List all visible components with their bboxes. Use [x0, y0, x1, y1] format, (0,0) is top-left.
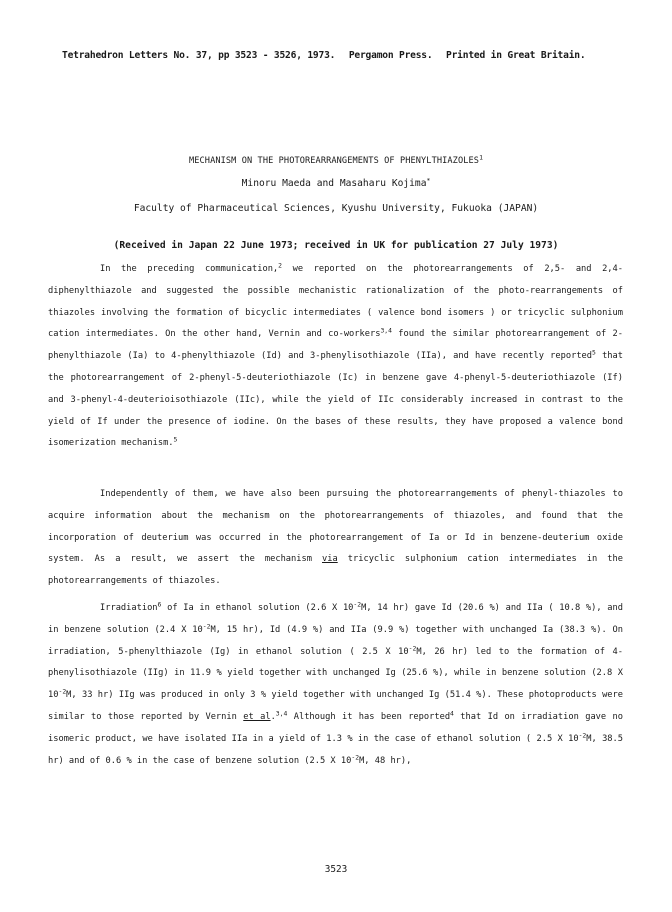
- p2-text-b: tricyclic sulphonium cation intermediates in the photorearrangements of thiazoles.: [48, 554, 623, 587]
- running-header: [62, 50, 585, 61]
- printed-note: Printed in Great Britain.: [446, 50, 586, 61]
- p1-text-a: In the preceding communication,: [100, 264, 279, 274]
- title-text: MECHANISM ON THE PHOTOREARRANGEMENTS OF PHENYLTHIAZOLES: [188, 156, 480, 166]
- paragraph-1: [48, 259, 623, 455]
- page-number: 3523: [324, 864, 348, 875]
- p2-text-a: Independently of them, we have also been pursuing the photorearrangements of phenyl-thiazoles to acquire information about the mechanism on the photorearrangements of thiazoles, and found that the incorporation of deuterium was occurred in the photorearrangement of Ia or Id in benzene-deuterium oxide system. As a result, we assert the mechanism: [48, 489, 623, 565]
- p3-text-a: Irradiation: [100, 603, 158, 613]
- exponent-5: -2: [578, 731, 587, 740]
- ref-2: 2: [278, 261, 283, 270]
- p3-text-e: M, 26 hr) led to the formation of 4-phenylisothiazole (IIg) in 11.9 % yield together with unchanged Ig (25.6 %), while in benzene solution (2.8 X 10: [48, 646, 623, 701]
- exponent-4: -2: [58, 687, 67, 696]
- p3-text-i: that Id on irradiation gave no isomeric product, we have isolated IIa in a yield of 1.3 % in the case of ethanol solution ( 2.5 X 10: [48, 711, 623, 744]
- corresponding-author-mark: *: [426, 176, 431, 185]
- exponent-1: -2: [353, 600, 362, 609]
- p3-text-f: M, 33 hr) IIg was produced in only 3 % yield together with unchanged Ig (51.4 %). These photoproducts were similar to those reported by Vernin: [48, 690, 623, 722]
- affiliation: Faculty of Pharmaceutical Sciences, Kyushu University, Fukuoka (JAPAN): [133, 203, 539, 214]
- p3-text-j: M, 38.5 hr) and of 0.6 % in the case of benzene solution (2.5 X 10: [48, 733, 623, 766]
- journal-citation: Tetrahedron Letters No. 37, pp 3523 - 3526, 1973.: [62, 50, 336, 61]
- p3-text-b: of Ia in ethanol solution (2.6 X 10: [161, 603, 354, 613]
- p3-text-h: Although it has been reported: [287, 711, 451, 722]
- article-title: [0, 153, 672, 166]
- ref-3-4b: 3,4: [275, 709, 288, 718]
- via-underlined: via: [322, 554, 338, 565]
- ref-3-4: 3,4: [380, 326, 392, 335]
- ref-5: 5: [592, 348, 596, 357]
- authors: [0, 178, 672, 189]
- paragraph-2: [48, 484, 623, 593]
- ref-6: 6: [157, 600, 162, 609]
- exponent-3: -2: [408, 644, 417, 653]
- p3-text-d: M, 15 hr), Id (4.9 %) and IIa (9.9 %) together with unchanged Ia (38.3 %). On irradiation, 5-phenylthiazole (Ig) in ethanol solution ( 2.5 X 10: [48, 624, 623, 657]
- author-names: Minoru Maeda and Masaharu Kojima: [241, 178, 427, 189]
- p1-text-d: that the photorearrangement of 2-phenyl-5-deuteriothiazole (Ic) in benzene gave 4-phenyl-5-deuteriothiazole (If) and 3-phenyl-4-deuterioisothiazole (IIc), while the yield of IIc considerably increased in contrast to the yield of If under the presence of iodine. On the bases of these results, they have proposed a valence bond isomerization mechanism.: [48, 351, 623, 449]
- p1-text-b: we reported on the photorearrangements of 2,5- and 2,4-diphenylthiazole and suggested the possible mechanistic rationalization of the photo-rearrangements of thiazoles involving the formation of bicyclic intermediates ( valence bond isomers ) or tricyclic sulphonium cation intermediates. On the other hand, Vernin and co-workers: [48, 264, 623, 340]
- exponent-6: -2: [351, 753, 360, 762]
- p3-text-g: .: [270, 711, 276, 722]
- received-dates: (Received in Japan 22 June 1973; received in UK for publication 27 July 1973): [113, 240, 559, 251]
- p3-text-k: M, 48 hr),: [359, 755, 412, 766]
- ref-5b: 5: [173, 435, 178, 444]
- et-al-underlined: et al: [243, 711, 271, 722]
- exponent-2: -2: [202, 622, 211, 631]
- publisher: Pergamon Press.: [348, 50, 433, 61]
- p1-text-c: found the similar photorearrangement of 2-phenylthiazole (Ia) to 4-phenylthiazole (Id) and 3-phenylisothiazole (IIa), and have recently reported: [48, 329, 624, 362]
- p3-text-c: M, 14 hr) gave Id (20.6 %) and IIa ( 10.8 %), and in benzene solution (2.4 X 10: [48, 603, 623, 635]
- ref-4: 4: [450, 709, 454, 718]
- title-reference: 1: [479, 153, 484, 162]
- paragraph-3: [48, 598, 623, 772]
